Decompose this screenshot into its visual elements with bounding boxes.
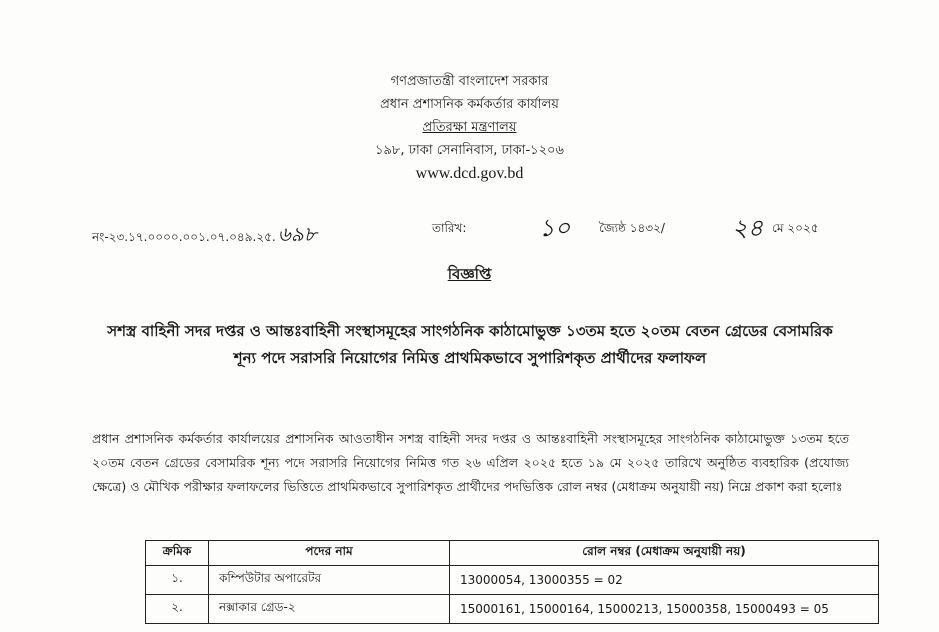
table-row (146, 566, 879, 595)
reference-number-printed: নং-২৩.১৭.০০০০.০০১.০৭.০৪৯.২৫. (92, 230, 276, 244)
date-label: তারিখ: (432, 221, 467, 235)
ministry-name: প্রতিরক্ষা মন্ত্রণালয় (422, 120, 517, 135)
bangla-date-month-year: জ্যৈষ্ঠ ১৪৩২/ (599, 221, 665, 235)
column-header-post: পদের নাম (209, 541, 450, 566)
column-header-serial: ক্রমিক (146, 541, 209, 566)
letterhead (0, 70, 939, 185)
post-cell: নক্সাকার গ্রেড-২ (209, 595, 450, 624)
post-cell: কম্পিউটার অপারেটর (209, 566, 450, 595)
notice-heading (0, 263, 939, 288)
roll-cell: 15000161, 15000164, 15000213, 15000358, 15000493 = 05 (450, 595, 879, 624)
government-name: গণপ্রজাতন্ত্রী বাংলাদেশ সরকার (390, 74, 549, 89)
memo-line (92, 210, 862, 250)
office-address: ১৯৮, ঢাকা সেনানিবাস, ঢাকা-১২০৬ (375, 143, 564, 158)
subject-heading: সশস্ত্র বাহিনী সদর দপ্তর ও আন্তঃবাহিনী সংস্থাসমূহের সাংগঠনিক কাঠামোভুক্ত ১৩তম হতে ২০তম বেতন গ্রেডের বেসামরিক শূন্য পদে সরাসরি নিয়োগের নিমিত্ত প্রাথমিকভাবে সুপারিশকৃত প্রার্থীদের ফলাফল (107, 322, 833, 367)
roll-cell: 13000054, 13000355 = 02 (450, 566, 879, 595)
serial-cell: ২. (146, 595, 209, 624)
table-row (146, 595, 879, 624)
table-header-row (146, 541, 879, 566)
website-link[interactable]: www.dcd.gov.bd (415, 165, 524, 182)
body-paragraph: প্রধান প্রশাসনিক কর্মকর্তার কার্যালয়ের প্রশাসনিক আওতাধীন সশস্ত্র বাহিনী সদর দপ্তর ও আন্তঃবাহিনী সংস্থাসমূহের সাংগঠনিক কাঠামোভুক্ত ১৩তম হতে ২০তম বেতন গ্রেডের বেসামরিক শূন্য পদে সরাসরি নিয়োগের নিমিত্ত গত ২৬ এপ্রিল ২০২৫ হতে ১৯ মে ২০২৫ তারিখে অনুষ্ঠিত ব্যবহারিক (প্রযোজ্য ক্ষেত্রে) ও মৌখিক পরীক্ষার ফলাফলের ভিত্তিতে প্রাথমিকভাবে সুপারিশকৃত প্রার্থীদের পদভিত্তিক রোল নম্বর (মেধাক্রম অনুযায়ী নয়) নিম্নে প্রকাশ করা হলোঃ (92, 431, 849, 494)
results-table (145, 540, 879, 624)
office-name: প্রধান প্রশাসনিক কর্মকর্তার কার্যালয় (380, 97, 559, 112)
english-date-day: ২৪ (732, 214, 764, 242)
reference-number (92, 220, 317, 253)
english-date-month-year: মে ২০২৫ (772, 221, 819, 235)
serial-cell: ১. (146, 566, 209, 595)
notice-title: বিজ্ঞপ্তি (447, 265, 492, 283)
reference-number-handwritten: ৬৯৮ (277, 222, 317, 246)
bangla-date-day: ১০ (539, 214, 571, 242)
column-header-roll: রোল নম্বর (মেধাক্রম অনুযায়ী নয়) (450, 541, 879, 566)
